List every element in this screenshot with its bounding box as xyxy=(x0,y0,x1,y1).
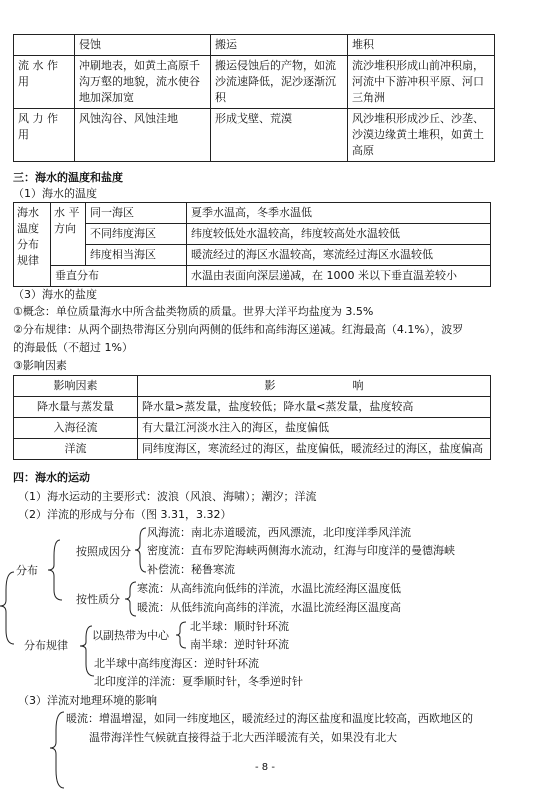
paragraph: （2）洋流的形成与分布（图 3.31，3.32） xyxy=(18,508,232,521)
label-distribution: 分布 xyxy=(16,564,38,577)
cause-brace xyxy=(135,528,146,572)
paragraph: ②分布规律：从两个副热带海区分别向两侧的低纬和高纬海区递减。红海最高（4.1%），波罗 xyxy=(13,323,464,336)
table-header-cell: 影响因素 xyxy=(14,376,138,397)
table-cell: 水温由表面向深层递减，在 1000 米以下垂直温差较小 xyxy=(187,266,491,287)
paragraph: ③影响因素 xyxy=(13,359,67,372)
paragraph: （3）洋流对地理环境的影响 xyxy=(18,694,157,707)
subtropic-brace xyxy=(176,622,186,648)
table-cell: 形成戈壁、荒漠 xyxy=(211,109,348,162)
list-item: 北半球：顺时针环流 xyxy=(190,620,289,633)
table-cell: 搬运侵蚀后的产物，如流沙流速降低，泥沙逐渐沉积 xyxy=(211,56,348,109)
page-number: - 8 - xyxy=(255,762,275,773)
row-label: 水 平方向 xyxy=(51,203,86,266)
section-title: 三：海水的温度和盐度 xyxy=(13,171,123,184)
table-header-cell: 堆积 xyxy=(348,35,495,56)
table-cell: 暖流经过的海区水温较高，寒流经过海区水温较低 xyxy=(187,245,491,266)
table-header-cell: 侵蚀 xyxy=(75,35,211,56)
subsection-heading: （1）海水的温度 xyxy=(13,187,97,200)
table-cell: 冲刷地表，如黄土高原千沟万壑的地貌，流水使谷地加深加宽 xyxy=(75,56,211,109)
table-cell: 纬度相当海区 xyxy=(86,245,187,266)
table-cell: 同纬度海区，寒流经过的海区，盐度偏低，暖流经过的海区，盐度偏高 xyxy=(138,439,491,460)
table-header-cell: 影 响 xyxy=(138,376,491,397)
label-subtropic: 以副热带为中心 xyxy=(92,629,169,642)
row-label: 海水温度分布规律 xyxy=(14,203,51,287)
nature-brace xyxy=(125,582,136,616)
table-cell: 入海径流 xyxy=(14,418,138,439)
table-cell: 同一海区 xyxy=(86,203,187,224)
paragraph: 暖流：增温增湿，如同一纬度地区，暖流经过的海区盐度和温度比较高，西欧地区的 xyxy=(66,712,473,725)
row-label: 风 力 作 用 xyxy=(14,109,75,162)
table-header-cell: 搬运 xyxy=(211,35,348,56)
section-title: 四：海水的运动 xyxy=(13,471,90,484)
table-cell: 夏季水温高，冬季水温低 xyxy=(187,203,491,224)
list-item: 风海流：南北赤道暖流，西风漂流，北印度洋季风洋流 xyxy=(147,526,411,539)
distribution-brace xyxy=(48,540,62,600)
paragraph: （1）海水运动的主要形式：波浪（风浪、海啸）；潮汐；洋流 xyxy=(18,490,317,503)
list-item: 寒流：从高纬流向低纬的洋流，水温比流经海区温度低 xyxy=(137,582,401,595)
outer-brace xyxy=(0,572,14,644)
paragraph: 的海最低（不超过 1%） xyxy=(13,341,133,354)
list-item: 暖流：从低纬流向高纬的洋流，水温比流经海区温度高 xyxy=(137,601,401,614)
table-cell: 降水量>蒸发量，盐度较低；降水量<蒸发量，盐度较高 xyxy=(138,397,491,418)
list-item: 密度流：直布罗陀海峡两侧海水流动，红海与印度洋的曼德海峡 xyxy=(147,544,455,557)
subsection-heading: （3）海水的盐度 xyxy=(13,288,97,301)
list-item: 南半球：逆时针环流 xyxy=(190,638,289,651)
table-cell: 降水量与蒸发量 xyxy=(14,397,138,418)
list-item: 补偿流：秘鲁寒流 xyxy=(147,563,235,576)
table-cell: 不同纬度海区 xyxy=(86,224,187,245)
table-cell: 有大量江河淡水注入的海区，盐度偏低 xyxy=(138,418,491,439)
list-item: 北半球中高纬度海区：逆时针环流 xyxy=(94,657,259,670)
paragraph: ①概念：单位质量海水中所含盐类物质的质量。世界大洋平均盐度为 3.5% xyxy=(13,305,374,318)
list-item: 北印度洋的洋流：夏季顺时针，冬季逆时针 xyxy=(94,675,303,688)
table-cell: 流沙堆积形成山前冲积扇，河流中下游冲积平原、河口三角洲 xyxy=(348,56,495,109)
paragraph: 温带海洋性气候就直接得益于北大西洋暖流有关，如果没有北大 xyxy=(89,731,397,744)
label-pattern: 分布规律 xyxy=(24,639,68,652)
table-cell: 风蚀沟谷、风蚀洼地 xyxy=(75,109,211,162)
impact-brace xyxy=(50,712,64,788)
table-cell: 垂直分布 xyxy=(51,266,187,287)
label-by-nature: 按性质分 xyxy=(76,593,120,606)
row-label: 流 水 作 用 xyxy=(14,56,75,109)
table-cell: 纬度较低处水温较高，纬度较高处水温较低 xyxy=(187,224,491,245)
table-cell: 风沙堆积形成沙丘、沙垄、沙漠边缘黄土堆积，如黄土高原 xyxy=(348,109,495,162)
label-by-cause: 按照成因分 xyxy=(76,545,131,558)
table-cell: 洋流 xyxy=(14,439,138,460)
